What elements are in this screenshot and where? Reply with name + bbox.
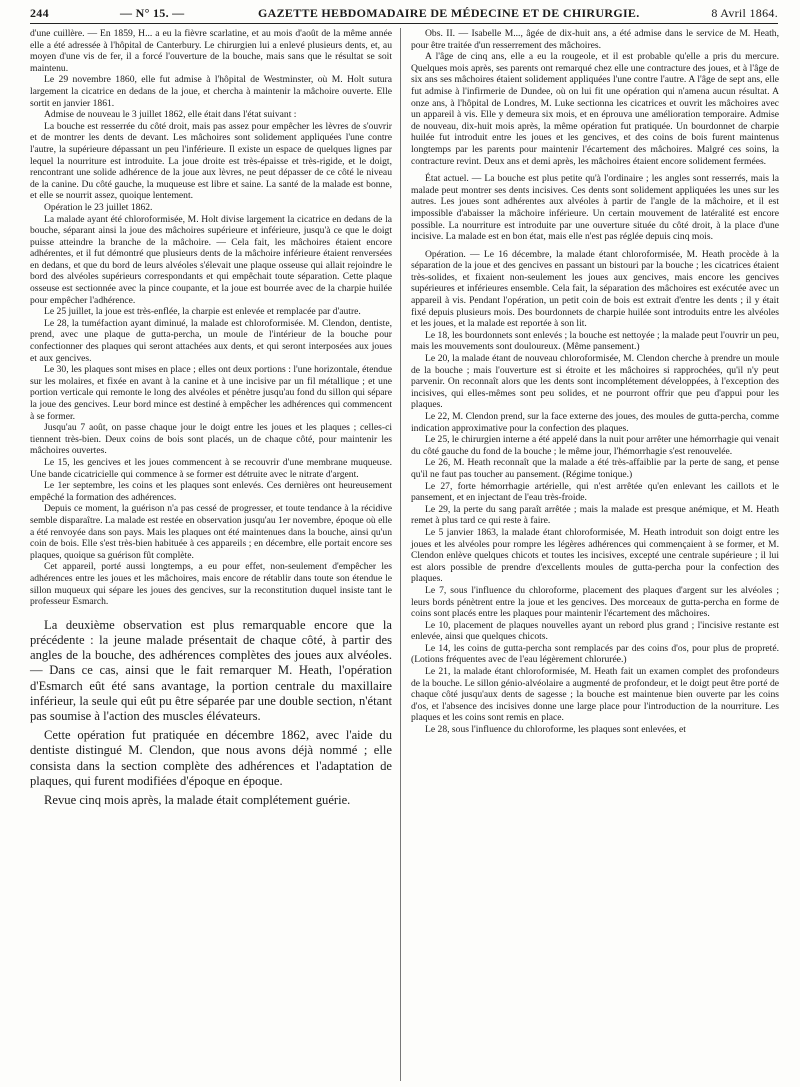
commentary-paragraph: La deuxième observation est plus remarquable encore que la précédente : la jeune malade présentait de chaque côté, à partir des angles de la bouche, des adhérences complètes des joues aux alvéoles. — Dans ce cas, ainsi que le fait remarquer M. Heath, l'opération d'Esmarch eût été sans avantage, la portion centrale du maxillaire inférieur, la seule qui eût pu être séparée par une double section, n'étant pas soumise à l'action des muscles élévateurs.: [30, 617, 392, 723]
paragraph: Cet appareil, porté aussi longtemps, a eu pour effet, non-seulement d'empêcher les adhérences entre les joues et les mâchoires, mais encore de rétablir dans toute son étendue le sillon muqueux qui sépare les joues des gencives, sur la reconstitution duquel insiste tant le professeur Esmarch.: [30, 561, 392, 608]
journal-title: GAZETTE HEBDOMADAIRE DE MÉDECINE ET DE CHIRURGIE.: [258, 6, 640, 20]
paragraph: Le 30, les plaques sont mises en place ; elles ont deux portions : l'une horizontale, étendue sur les molaires, et fixée en avant à la canine et à une incisive par un fil métallique ; et une portion verticale qui remonte le long des alvéoles et pénètre jusqu'au fond du sillon qui sépare la joue des gencives. Leur bord mince est destiné à empêcher les adhérences qui commencent à se former.: [30, 364, 392, 422]
paragraph: Depuis ce moment, la guérison n'a pas cessé de progresser, et toute tendance à la récidive semble disparaître. La malade est restée en observation jusqu'au 1er novembre, époque où elle a été renvoyée dans son pays. Mais les plaques ont été maintenues dans la bouche, ainsi qu'un coin de bois. Elle s'est très-bien habituée à ces appareils ; en décembre, elle portait encore ses plaques, quoique sa guérison fût complète.: [30, 503, 392, 561]
commentary-paragraph: Cette opération fut pratiquée en décembre 1862, avec l'aide du dentiste distingué M. Clendon, que nous avons déjà nommé ; elle consista dans la section complète des adhérences et l'adaptation de plaques, qui furent modifiées d'époque en époque.: [30, 728, 392, 788]
issue-date: 8 Avril 1864.: [711, 6, 778, 20]
paragraph: Le 28, la tuméfaction ayant diminué, la malade est chloroformisée. M. Clendon, dentiste, prend, avec une plaque de gutta-percha, un moule de l'intérieur de la bouche pour confectionner des plaques qui seront attachées aux dents, et qui seront interposées aux joues et aux gencives.: [30, 317, 392, 364]
paragraph: Le 21, la malade étant chloroformisée, M. Heath fait un examen complet des profondeurs de la bouche. Le sillon génio-alvéolaire a augmenté de profondeur, et le doigt peut être porté de chaque côté jusqu'aux dents de sagesse ; la bouche est maintenue bien ouverte par les coins d'os, et l'absence des incisives donne une large place pour l'introduction de la nourriture. Les plaques et les coins sont remis en place.: [411, 666, 779, 724]
paragraph: Le 29, la perte du sang paraît arrêtée ; mais la malade est presque anémique, et M. Heath remet à plus tard ce qui reste à faire.: [411, 503, 779, 527]
paragraph: Opération. — Le 16 décembre, la malade étant chloroformisée, M. Heath procède à la séparation de la joue et des gencives en passant un bistouri par la bouche ; les cicatrices étaient très-solides, et fixaient non-seulement les joues aux gencives, mais encore les gencives supérieures et inférieures ensemble. Cela fait, la séparation des mâchoires est exécutée avec un appareil à vis. Pendant l'opération, un petit coin de bois est extrait d'entre les dents ; il y était fixé depuis plusieurs mois. Des bourdonnets de charpie huilée sont introduits entre les alvéoles et les joues, et la malade est reportée à son lit.: [411, 248, 779, 330]
paragraph: Le 27, forte hémorrhagie artérielle, qui n'est arrêtée qu'en enlevant les caillots et le pansement, et en injectant de l'eau très-froide.: [411, 480, 779, 504]
page-number: 244: [30, 6, 49, 20]
paragraph: Obs. II. — Isabelle M..., âgée de dix-huit ans, a été admise dans le service de M. Heath, pour être traitée d'un resserrement des mâchoires.: [411, 28, 779, 51]
paragraph: Le 25, le chirurgien interne a été appelé dans la nuit pour arrêter une hémorrhagie qui venait du côté gauche du fond de la bouche ; le même jour, l'hémorrhagie s'est renouvelée.: [411, 434, 779, 457]
paragraph: État actuel. — La bouche est plus petite qu'à l'ordinaire ; les angles sont resserrés, mais la malade peut montrer ses dents incisives. Ces dents sont solidement appliquées les unes sur les autres. Les joues sont adhérentes aux alvéoles à partir de l'angle de la mâchoire, et il est impossible d'abaisser la mâchoire inférieure. Un certain mouvement de latéralité est encore possible. La nourriture est introduite par une ouverture située du côté droit, à la place d'une incisive. La malade est en bon état, mais elle n'est pas réglée depuis cinq mois.: [411, 173, 779, 243]
paragraph: La bouche est resserrée du côté droit, mais pas assez pour empêcher les lèvres de s'ouvrir et de montrer les dents de devant. Les mâchoires sont solidement appliquées l'une contre l'autre, la supérieure dépassant un peu l'inférieure. Il existe un espace de quelques lignes par lequel la nourriture est introduite. La joue droite est très-épaisse et très-rigide, et le doigt, rencontrant une solide adhérence de la joue aux lèvres, ne peut dépasser de ce côté le niveau de la canine. Du côté gauche, la muqueuse est libre et saine. La santé de la malade est bonne, et elle se nourrit assez, quoique lentement.: [30, 120, 392, 202]
commentary-paragraph: Revue cinq mois après, la malade était complétement guérie.: [44, 792, 351, 807]
paragraph: La malade ayant été chloroformisée, M. Holt divise largement la cicatrice en dedans de la bouche, séparant ainsi la joue des mâchoires supérieure et inférieure, jusqu'à ce que le doigt puisse atteindre la branche de la mâchoire. — Cela fait, les mâchoires étaient encore adhérentes, et il fut démontré que plusieurs dents de la mâchoire inférieure étaient renversées en dedans, et que du bord de leurs alvéoles s'élevait une plaque osseuse qui allait rejoindre le bord des alvéoles supérieurs correspondants et qui empêchait toute séparation. Cette plaque osseuse est sectionnée avec la pince coupante, et la joue est bourrée avec de la charpie huilée pour empêcher l'adhérence.: [30, 213, 392, 306]
issue-number: — N° 15. —: [120, 6, 185, 20]
paragraph: Le 25 juillet, la joue est très-enflée, la charpie est enlevée et remplacée par d'autre.: [44, 306, 361, 318]
header-rule: [30, 23, 778, 24]
paragraph: Le 22, M. Clendon prend, sur la face externe des joues, des moules de gutta-percha, comme indication approximative pour la confection des plaques.: [411, 411, 779, 434]
paragraph: Le 29 novembre 1860, elle fut admise à l'hôpital de Westminster, où M. Holt sutura largement la cicatrice en dedans de la joue, et chercha à maintenir la mâchoire ouverte. Elle sortit en janvier 1861.: [30, 74, 392, 109]
paragraph: Le 5 janvier 1863, la malade étant chloroformisée, M. Heath introduit son doigt entre les joues et les alvéoles pour rompre les légères adhérences qui commençaient à se former, et M. Clendon enlève quelques chicots et toutes les incisives, excepté une centrale supérieure ; il lui est alors possible de prendre d'excellents moules de gutta-percha pour la confection des plaques.: [411, 526, 779, 585]
paragraph: d'une cuillère. — En 1859, H... a eu la fièvre scarlatine, et au mois d'août de la même année elle a été adressée à l'hôpital de Canterbury. Le chirurgien lui a enlevé plusieurs dents, et, au moyen d'une vis de fer, il a forcé l'ouverture de la bouche, mais sans que le résultat se soit maintenu.: [30, 28, 392, 74]
left-column: [30, 28, 392, 808]
paragraph: Admise de nouveau le 3 juillet 1862, elle était dans l'état suivant :: [44, 109, 297, 121]
paragraph: Le 1er septembre, les coins et les plaques sont enlevés. Ces dernières ont heureusement empêché la formation des adhérences.: [30, 480, 392, 503]
paragraph: Le 26, M. Heath reconnaît que la malade a été très-affaiblie par la perte de sang, et pense qu'il ne faut pas toucher au pansement. (Régime tonique.): [411, 457, 779, 480]
column-divider: [400, 28, 401, 1081]
paragraph: Le 15, les gencives et les joues commencent à se recouvrir d'une membrane muqueuse. Une bande cicatricielle qui commence à se former est détruite avec le nitrate d'argent.: [30, 456, 392, 480]
paragraph: A l'âge de cinq ans, elle a eu la rougeole, et il est probable qu'elle a pris du mercure. Quelques mois après, ses parents ont remarqué chez elle une contracture des joues, et à l'âge de six ans ses mâchoires étaient solidement appliquées l'une contre l'autre. A l'âge de sept ans, elle fut admise à l'infirmerie de Dundee, où on lui fit une opération qui n'amena aucun résultat. A onze ans, à l'hôpital de Londres, M. Luke sectionna les cicatrices et ouvrit les mâchoires avec un appareil à vis. Elle y demeura six mois, et en éprouva une amélioration temporaire. Admise de nouveau, dix-huit mois après, la même opération fut pratiquée. Un bourdonnet de charpie huilée fut introduit entre les joues et les gencives, et des coins de bois furent maintenus longtemps par les parents pour maintenir l'écartement des mâchoires. Malgré ces soins, la contracture revint. Deux ans et demi après, les mâchoires étaient encore solidement fermées.: [411, 51, 779, 167]
paragraph: Le 7, sous l'influence du chloroforme, placement des plaques d'argent sur les alvéoles ; leurs bords pénètrent entre la joue et les gencives. Des morceaux de gutta-percha en forme de coins sont placés entre les plaques pour maintenir l'écartement des mâchoires.: [411, 584, 779, 620]
paragraph: Le 10, placement de plaques nouvelles ayant un rebord plus grand ; l'incisive restante est enlevée, ainsi que quelques chicots.: [411, 619, 779, 643]
paragraph: Le 14, les coins de gutta-percha sont remplacés par des coins d'os, pour plus de propreté. (Lotions fréquentes avec de l'eau légèrement chlorurée.): [411, 642, 779, 666]
page-header: [30, 4, 778, 24]
paragraph: Le 18, les bourdonnets sont enlevés ; la bouche est nettoyée ; la malade peut l'ouvrir un peu, mais les mouvements sont douloureux. (Même pansement.): [411, 329, 779, 353]
paragraph: Jusqu'au 7 août, on passe chaque jour le doigt entre les joues et les plaques ; celles-ci tiennent très-bien. Deux coins de bois sont placés, un de chaque côté, pour maintenir les mâchoires ouvertes.: [30, 422, 392, 457]
paragraph: Le 20, la malade étant de nouveau chloroformisée, M. Clendon cherche à prendre un moule de la bouche ; mais l'ouverture est si étroite et les mâchoires si rapprochées, qu'il n'y peut parvenir. On reconnaît alors que les dents sont incomplétement développées, à l'exception des incisives, qui elles-mêmes sont peu solides, et ne pourront offrir que peu d'appui pour les plaques.: [411, 353, 779, 411]
commentary: [30, 618, 392, 808]
right-column: [411, 28, 779, 736]
paragraph: Opération le 23 juillet 1862.: [44, 201, 153, 213]
paragraph: Le 28, sous l'influence du chloroforme, les plaques sont enlevées, et: [425, 724, 686, 736]
